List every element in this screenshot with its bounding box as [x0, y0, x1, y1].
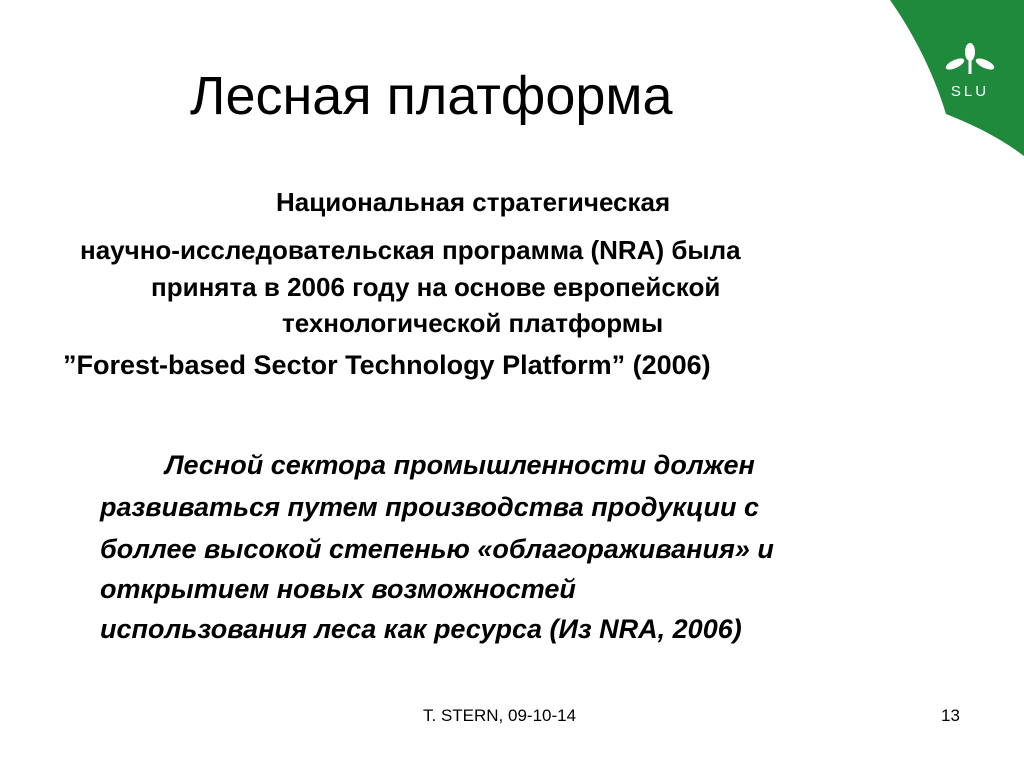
slide-title: Лесная платформа — [190, 66, 673, 126]
intro-line-3: принята в 2006 году на основе европейской — [151, 272, 721, 302]
logo-text: SLU — [950, 83, 990, 100]
logo-green-shape — [890, 0, 1024, 156]
quote-line-2: развиваться путем производства продукции с — [100, 492, 760, 522]
quote-line-3: боллее высокой степенью «облагораживания» и — [100, 534, 774, 564]
intro-line-4: технологической платформы — [282, 308, 664, 338]
quote-line-5: использования леса как ресурса (Из NRA, 2006) — [100, 614, 742, 644]
slu-logo — [890, 0, 1024, 156]
page-number: 13 — [941, 706, 960, 725]
intro-line-5: ”Forest-based Sector Technology Platform” (2006) — [63, 350, 711, 380]
intro-line-1: Национальная стратегическая — [276, 187, 671, 217]
quote-line-4: открытием новых возможностей — [100, 574, 576, 604]
intro-line-2: научно-исследовательская программа (NRA) была — [80, 235, 741, 265]
footer-author-date: T. STERN, 09-10-14 — [423, 706, 577, 725]
quote-line-1: Лесной сектора промышленности должен — [165, 450, 755, 480]
